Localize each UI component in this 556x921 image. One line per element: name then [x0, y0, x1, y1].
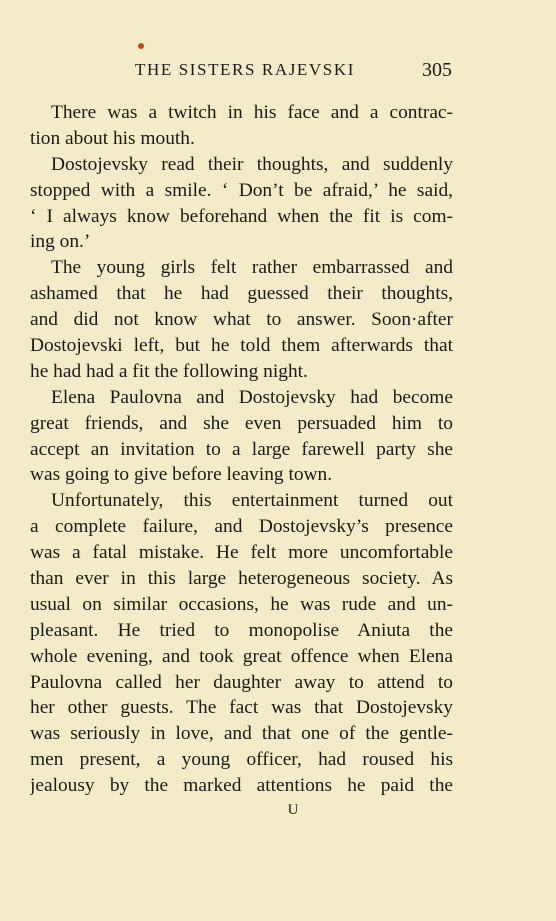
text-line: usual on similar occasions, he was rude and un-	[30, 593, 453, 615]
text-line: accept an invitation to a large farewell party she	[30, 438, 453, 460]
text-line: he had had a fit the following night.	[30, 360, 308, 382]
text-line: than ever in this large heterogeneous society. As	[30, 568, 453, 590]
signature-mark: U	[287, 802, 299, 818]
running-head: THE SISTERS RAJEVSKI	[135, 60, 355, 79]
text-line: whole evening, and took great offence when Elena	[30, 645, 453, 667]
text-line: Dostojevski left, but he told them afterwards that	[30, 335, 453, 357]
ink-dot	[138, 43, 144, 49]
page-header	[0, 60, 556, 86]
text-line: men present, a young officer, had roused his	[30, 749, 453, 771]
text-line: ‘ I always know beforehand when the fit is com-	[30, 205, 453, 227]
text-line: ashamed that he had guessed their thoughts,	[30, 283, 453, 305]
text-line: The young girls felt rather embarrassed and	[51, 257, 453, 279]
text-line: Unfortunately, this entertainment turned out	[51, 490, 453, 512]
page-number: 305	[422, 59, 452, 81]
text-line: was seriously in love, and that one of the gentle-	[30, 723, 453, 745]
text-line: ing on.’	[30, 231, 91, 253]
text-line: her other guests. The fact was that Dostojevsky	[30, 697, 453, 719]
text-line: jealousy by the marked attentions he paid the	[30, 775, 453, 797]
text-line: Paulovna called her daughter away to attend to	[30, 671, 453, 693]
text-line: There was a twitch in his face and a contrac-	[51, 102, 453, 123]
text-line: pleasant. He tried to monopolise Aniuta the	[30, 619, 453, 641]
text-line: and did not know what to answer. Soon·after	[30, 309, 453, 331]
text-line: was going to give before leaving town.	[30, 464, 333, 486]
text-line: was a fatal mistake. He felt more uncomfortable	[30, 542, 453, 564]
text-line: a complete failure, and Dostojevsky’s presence	[30, 516, 453, 538]
body-text	[30, 100, 453, 799]
text-line: Elena Paulovna and Dostojevsky had become	[51, 386, 453, 408]
text-line: Dostojevsky read their thoughts, and suddenly	[51, 153, 453, 175]
text-line: great friends, and she even persuaded him to	[30, 412, 453, 434]
text-line: tion about his mouth.	[30, 127, 195, 149]
text-line: stopped with a smile. ‘ Don’t be afraid,’ he said,	[30, 179, 453, 201]
